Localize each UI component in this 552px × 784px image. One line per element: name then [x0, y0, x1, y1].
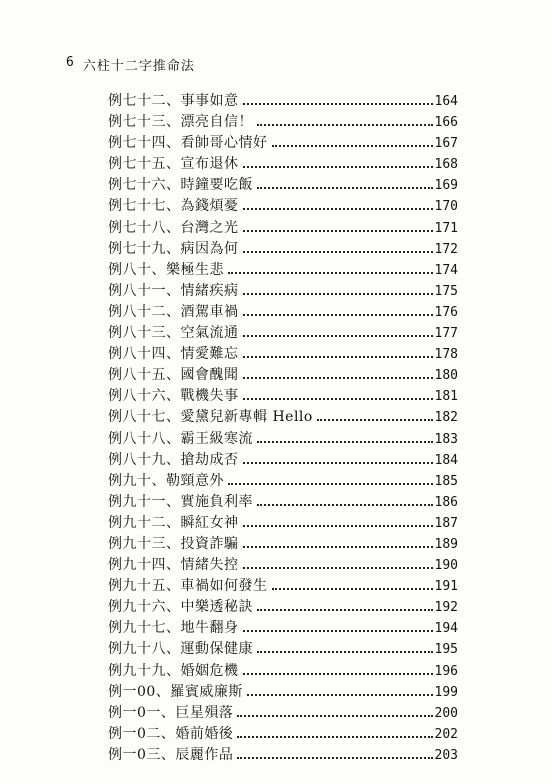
- toc-entry-page: 184: [434, 452, 458, 468]
- dot-leader: [228, 272, 433, 274]
- toc-entry: [108, 681, 458, 702]
- toc-entry-title: 例八十五、國會醜聞: [108, 367, 239, 384]
- toc-entry-title: 例八十八、霸王級寒流: [108, 430, 253, 447]
- toc-entry-title: 例七十五、宣布退休: [108, 156, 239, 173]
- dot-leader: [237, 757, 432, 759]
- toc-entry-page: 177: [434, 326, 458, 342]
- toc-entry-page: 174: [434, 262, 458, 278]
- toc-entry-title: 例九十八、運動保健康: [108, 641, 253, 658]
- dot-leader: [257, 504, 433, 506]
- toc-entry-page: 169: [434, 178, 458, 194]
- page-number: 6: [66, 55, 75, 70]
- toc-entry: [108, 406, 458, 427]
- dot-leader: [272, 588, 433, 590]
- toc-entry-page: 166: [434, 115, 458, 131]
- dot-leader: [237, 715, 432, 717]
- toc-entry-page: 199: [434, 684, 458, 700]
- toc-entry-title: 例七十九、病因為何: [108, 240, 239, 257]
- dot-leader: [247, 694, 433, 696]
- toc-entry-title: 例九十二、瞬紅女神: [108, 514, 239, 531]
- toc-entry: [108, 301, 458, 322]
- toc-entry-title: 例一00、羅賓威廉斯: [108, 683, 243, 700]
- toc-entry-page: 203: [434, 747, 458, 763]
- toc-entry-title: 例八十三、空氣流通: [108, 325, 239, 342]
- toc-entry-title: 例九十六、中樂透秘訣: [108, 599, 253, 616]
- toc-entry: [108, 195, 458, 216]
- toc-entry-page: 178: [434, 347, 458, 363]
- dot-leader: [257, 187, 433, 189]
- toc-entry: [108, 111, 458, 132]
- toc-entry-page: 182: [434, 410, 458, 426]
- toc-entry-page: 196: [434, 663, 458, 679]
- toc-entry-page: 192: [434, 600, 458, 616]
- dot-leader: [257, 609, 433, 611]
- toc-entry-title: 例七十六、時鐘要吃飯: [108, 177, 253, 194]
- toc-entry-title: 例七十七、為錢煩憂: [108, 198, 239, 215]
- toc-entry-page: 185: [434, 473, 458, 489]
- dot-leader: [228, 483, 433, 485]
- toc-entry: [108, 744, 458, 765]
- toc-entry-title: 例七十八、台灣之光: [108, 219, 239, 236]
- dot-leader: [243, 208, 433, 210]
- dot-leader: [243, 251, 433, 253]
- toc-entry-page: 200: [434, 705, 458, 721]
- toc-entry: [108, 364, 458, 385]
- toc-entry-page: 167: [434, 136, 458, 152]
- toc-entry-title: 例七十二、事事如意: [108, 93, 239, 109]
- toc-entry-page: 190: [434, 558, 458, 574]
- dot-leader: [243, 630, 433, 632]
- toc-entry-page: 176: [434, 304, 458, 320]
- toc-entry: [108, 512, 458, 533]
- toc-entry-page: 191: [434, 579, 458, 595]
- dot-leader: [237, 736, 432, 738]
- toc-entry: [108, 660, 458, 681]
- toc-entry-title: 例九十四、情緒失控: [108, 557, 239, 574]
- toc-entry-page: 183: [434, 431, 458, 447]
- toc-entry-page: 202: [434, 726, 458, 742]
- toc-entry-title: 例九十七、地牛翻身: [108, 620, 239, 637]
- toc-entry: [108, 491, 458, 512]
- toc-entry-title: 例八十一、情緒疾病: [108, 282, 239, 299]
- toc-entry: [108, 343, 458, 364]
- dot-leader: [243, 673, 433, 675]
- toc-entry-page: 187: [434, 515, 458, 531]
- toc-entry-title: 例八十九、搶劫成否: [108, 451, 239, 468]
- toc-entry-title: 例八十七、愛黛兒新專輯 Hello: [108, 409, 313, 426]
- toc-entry: [108, 153, 458, 174]
- toc-entry-page: 195: [434, 642, 458, 658]
- dot-leader: [243, 166, 433, 168]
- toc-entry-page: 172: [434, 241, 458, 257]
- toc-entry: [108, 449, 458, 470]
- page-header: [66, 55, 195, 74]
- toc-entry-page: 170: [434, 199, 458, 215]
- toc-entry: [108, 322, 458, 343]
- toc-entry: [108, 238, 458, 259]
- dot-leader: [317, 419, 433, 421]
- toc-entry-page: 180: [434, 368, 458, 384]
- toc-entry-title: 例九十九、婚姻危機: [108, 662, 239, 679]
- dot-leader: [257, 124, 433, 126]
- toc-entry: [108, 428, 458, 449]
- toc-entry-title: 例九十三、投資詐騙: [108, 535, 239, 552]
- toc-entry: [108, 280, 458, 301]
- toc-entry: [108, 217, 458, 238]
- dot-leader: [243, 335, 433, 337]
- toc-entry-title: 例一0二、婚前婚後: [108, 725, 234, 742]
- toc-entry-title: 例八十、樂極生悲: [108, 261, 224, 278]
- dot-leader: [243, 356, 433, 358]
- dot-leader: [243, 546, 433, 548]
- toc-entry-title: 例一0一、巨星殞落: [108, 704, 234, 721]
- toc-entry-page: 186: [434, 494, 458, 510]
- toc-entry-title: 例八十四、情愛難忘: [108, 346, 239, 363]
- dot-leader: [243, 525, 433, 527]
- toc-entry-title: 例七十四、看帥哥心情好: [108, 135, 268, 152]
- toc-entry: [108, 575, 458, 596]
- toc-entry: [108, 174, 458, 195]
- toc-entry: [108, 554, 458, 575]
- dot-leader: [243, 398, 433, 400]
- toc-entry-title: 例九十一、實施負利率: [108, 493, 253, 510]
- toc-entry-page: 175: [434, 283, 458, 299]
- toc-entry-page: 181: [434, 389, 458, 405]
- toc-entry-page: 168: [434, 157, 458, 173]
- table-of-contents: [108, 90, 458, 765]
- toc-entry: [108, 533, 458, 554]
- toc-entry: [108, 259, 458, 280]
- dot-leader: [243, 567, 433, 569]
- toc-entry: [108, 638, 458, 659]
- book-title: 六柱十二字推命法: [82, 59, 195, 74]
- toc-entry-title: 例一0三、辰麗作品: [108, 746, 234, 763]
- dot-leader: [243, 103, 433, 105]
- toc-entry: [108, 723, 458, 744]
- toc-entry: [108, 617, 458, 638]
- toc-entry-title: 例八十六、戰機失事: [108, 388, 239, 405]
- dot-leader: [257, 651, 433, 653]
- dot-leader: [243, 314, 433, 316]
- toc-entry: [108, 470, 458, 491]
- dot-leader: [257, 441, 433, 443]
- toc-entry-page: 164: [434, 94, 458, 109]
- toc-entry: [108, 90, 458, 111]
- dot-leader: [272, 145, 433, 147]
- toc-entry-title: 例八十二、酒駕車禍: [108, 303, 239, 320]
- toc-entry-page: 171: [434, 220, 458, 236]
- dot-leader: [243, 293, 433, 295]
- toc-entry-title: 例九十、勒頸意外: [108, 472, 224, 489]
- dot-leader: [243, 462, 433, 464]
- toc-entry-page: 189: [434, 536, 458, 552]
- toc-entry-title: 例七十三、漂亮自信！: [108, 114, 253, 131]
- toc-entry-title: 例九十五、車禍如何發生: [108, 578, 268, 595]
- dot-leader: [243, 377, 433, 379]
- toc-entry: [108, 132, 458, 153]
- toc-entry: [108, 702, 458, 723]
- toc-entry: [108, 596, 458, 617]
- toc-entry: [108, 385, 458, 406]
- dot-leader: [243, 230, 433, 232]
- toc-entry-page: 194: [434, 621, 458, 637]
